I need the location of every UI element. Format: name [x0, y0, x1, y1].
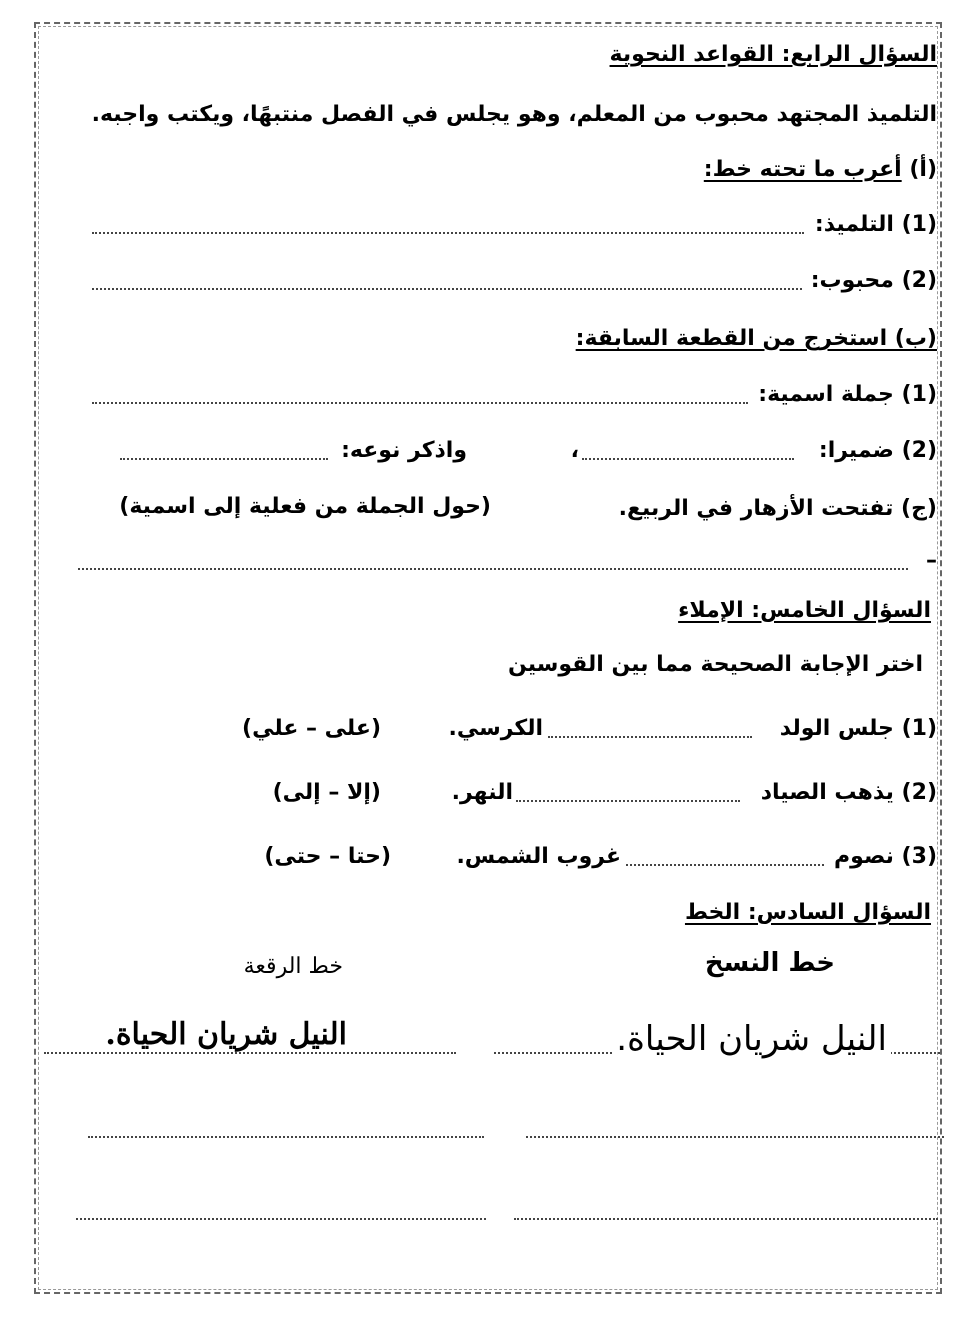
q4-b-heading: (ب) استخرج من القطعة السابقة: — [575, 326, 937, 351]
q5-item2-blank[interactable] — [516, 800, 740, 802]
q5-item3-end: غروب الشمس. — [456, 844, 621, 869]
q6-ruqaa-model-text: النيل شريان الحياة. — [101, 1020, 351, 1050]
q4-a-heading-row — [704, 155, 937, 185]
q4-b1-answer-line[interactable] — [92, 402, 748, 404]
q4-b1-label: (1) جملة اسمية: — [758, 382, 937, 407]
q5-item2-start: (2) يذهب الصياد — [760, 780, 937, 805]
q4-a2-answer-line[interactable] — [92, 288, 802, 290]
q4-a1-answer-line[interactable] — [92, 232, 804, 234]
q4-c-answer-line[interactable] — [78, 568, 908, 570]
q4-b2-pronoun-line[interactable] — [582, 458, 794, 460]
q5-item3-start: (3) نصوم — [834, 844, 937, 869]
q4-a1-label: (1) التلميذ: — [814, 212, 937, 237]
q6-title: السؤال السادس: الخط — [684, 900, 931, 925]
q4-passage: التلميذ المجتهد محبوب من المعلم، وهو يجلس في الفصل منتبهًا، ويكتب واجبه. — [91, 102, 937, 127]
q4-b2-comma: ، — [570, 438, 579, 463]
q4-a-heading-num: (أ) — [909, 157, 937, 182]
q4-title: السؤال الرابع: القواعد النحوية — [609, 42, 937, 67]
q5-item1-start: (1) جلس الولد — [779, 716, 937, 741]
q5-item2-end: النهر. — [451, 780, 513, 805]
q6-ruqaa-practice-line-1[interactable] — [88, 1136, 484, 1138]
q5-title: السؤال الخامس: الإملاء — [678, 598, 931, 623]
q6-naskh-label: خط النسخ — [704, 948, 835, 978]
q6-naskh-model-text: النيل شريان الحياة. — [612, 1024, 891, 1054]
q5-instruction: اختر الإجابة الصحيحة مما بين القوسين — [507, 652, 923, 677]
q4-c-sentence: (ج) تفتحت الأزهار في الربيع. — [618, 496, 937, 521]
q6-ruqaa-practice-line-2[interactable] — [76, 1218, 486, 1220]
q5-item2-choices: (إلا – إلى) — [272, 780, 381, 805]
q6-naskh-practice-line-1[interactable] — [526, 1136, 944, 1138]
q4-b2-label: (2) ضميرا: — [818, 438, 937, 463]
q6-ruqaa-baseline — [44, 1052, 456, 1054]
q5-item1-end: الكرسي. — [448, 716, 543, 741]
q5-item3-choices: (حتا – حتى) — [264, 844, 391, 869]
q4-c-instruction: (حول الجملة من فعلية إلى اسمية) — [119, 494, 491, 519]
q4-a-heading: أعرب ما تحته خط: — [703, 157, 902, 182]
q5-item1-choices: (على – علي) — [242, 716, 381, 741]
q6-naskh-practice-line-2[interactable] — [514, 1218, 938, 1220]
q6-ruqaa-label: خط الرقعة — [243, 954, 343, 979]
q5-item1-blank[interactable] — [548, 736, 752, 738]
q5-item3-blank[interactable] — [626, 864, 824, 866]
q4-b2-type-label: واذكر نوعه: — [341, 438, 467, 463]
q4-a2-label: (2) محبوب: — [810, 268, 937, 293]
q4-c-dash: – — [926, 548, 937, 573]
q4-b2-type-line[interactable] — [120, 458, 328, 460]
